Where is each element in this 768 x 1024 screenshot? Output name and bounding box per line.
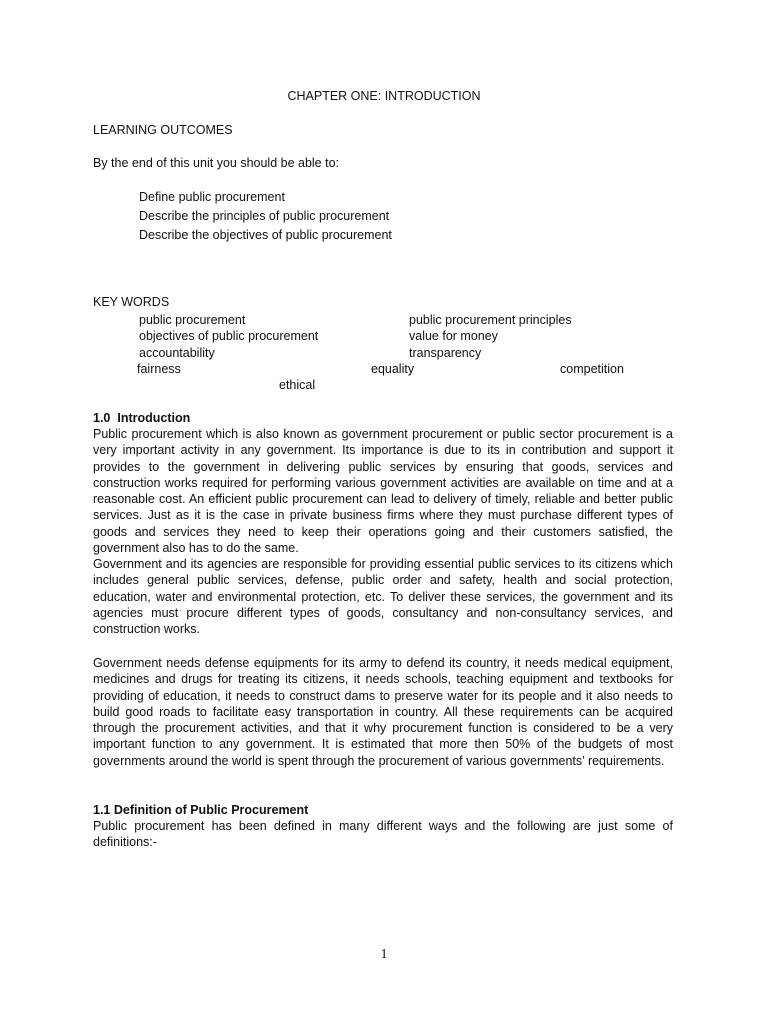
section-1-0-heading — [93, 410, 190, 426]
key-word: accountability — [139, 346, 215, 360]
chapter-title: CHAPTER ONE: INTRODUCTION — [287, 89, 481, 103]
key-word: competition — [560, 362, 624, 376]
key-word: ethical — [279, 378, 316, 392]
page-number: 1 — [380, 947, 388, 962]
paragraph: Public procurement which is also known as government procurement or public sector procurement is a very important activity in any government. Its importance is due to its in contribution and support it provides to the government in delivering public services by ensuring that goods, services and construction works required for performing various government activities are available on time and at a reasonable cost. An efficient public procurement can lead to delivery of timely, reliable and better public services. Just as it is the case in private business firms where they must purchase different types of goods and services they need to keep their operations going and their customers satisfied, the government also has to do the same. — [93, 427, 673, 556]
key-word: public procurement — [139, 313, 246, 327]
learning-outcomes-heading: LEARNING OUTCOMES — [93, 123, 233, 137]
key-word: transparency — [409, 346, 482, 360]
paragraph: Government and its agencies are responsible for providing essential public services to its citizens which includes general public services, defense, public order and safety, health and social protection, education, water and environmental protection, etc. To deliver these services, the government and its agencies must procure different types of goods, consultancy and non-consultancy services, and construction works. — [93, 557, 673, 637]
key-word: equality — [371, 362, 415, 376]
paragraph: Government needs defense equipments for its army to defend its country, it needs medical equipment, medicines and drugs for treating its citizens, it needs schools, teaching equipment and textbooks for providing of education, it needs to construct dams to preserve water for its people and it also needs to build good roads to facilitate easy transportation in country. All these requirements can be acquired through the procurement activities, and that it why procurement function is considered to be a very important function to any government. It is estimated that more then 50% of the budgets of most governments around the world is spent through the procurement of various governments’ requirements. — [93, 656, 673, 768]
key-words-heading: KEY WORDS — [93, 295, 170, 309]
paragraph: Public procurement has been defined in many different ways and the following are just some of definitions:- — [93, 819, 673, 850]
outcome-item: Describe the principles of public procurement — [139, 209, 390, 223]
key-word: fairness — [137, 362, 181, 376]
section-title: Introduction — [117, 411, 191, 425]
outcome-item: Describe the objectives of public procurement — [139, 228, 392, 242]
key-word: objectives of public procurement — [139, 329, 319, 343]
learning-outcomes-intro: By the end of this unit you should be able to: — [93, 156, 340, 170]
section-number: 1.0 — [93, 411, 111, 425]
key-word: value for money — [409, 329, 498, 343]
key-word: public procurement principles — [409, 313, 572, 327]
section-1-1-heading: 1.1 Definition of Public Procurement — [93, 803, 309, 817]
outcome-item: Define public procurement — [139, 190, 285, 204]
